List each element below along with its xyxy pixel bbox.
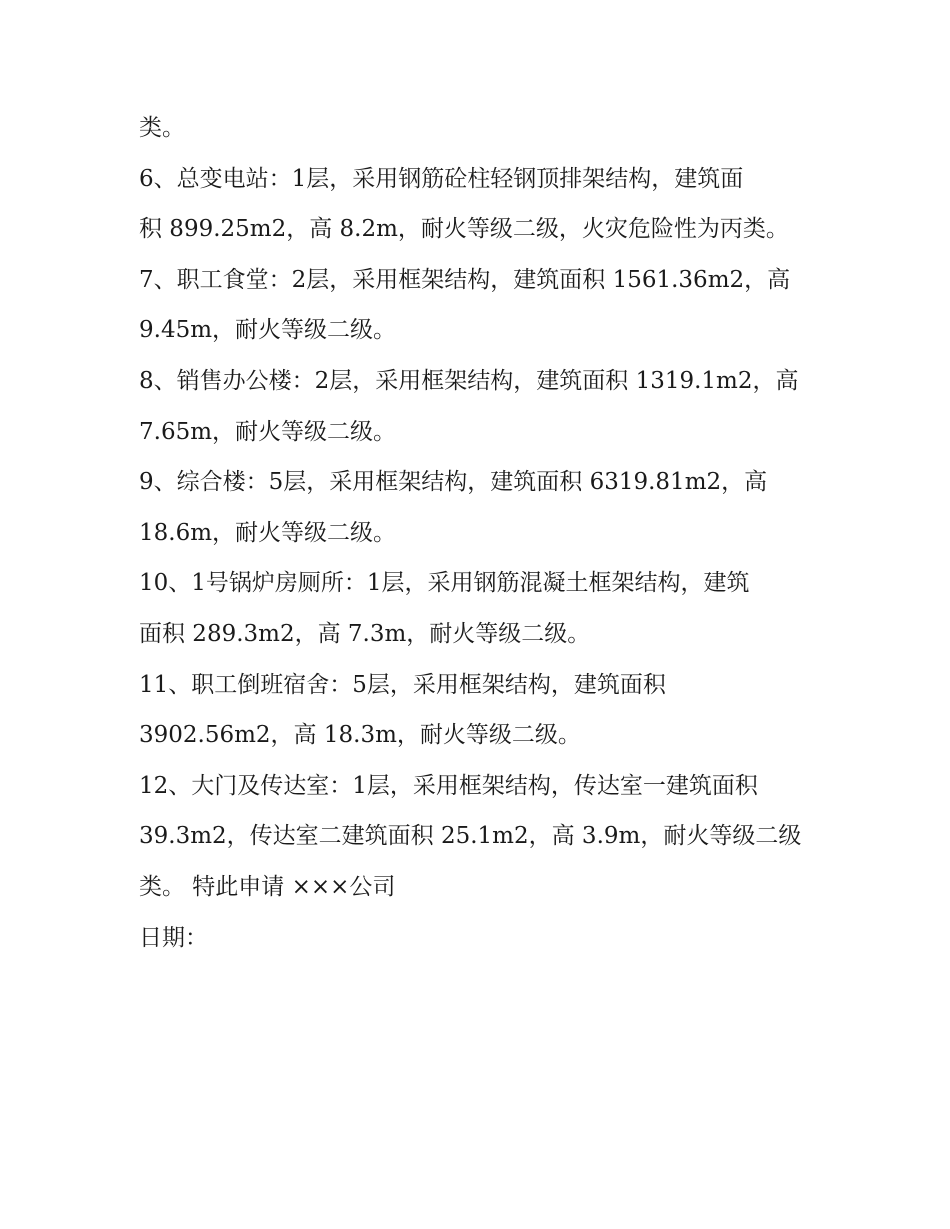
text-line: 3902.56m2，高 18.3m，耐火等级二级。: [139, 722, 581, 749]
text-line: 积 899.25m2，高 8.2m，耐火等级二级，火灾危险性为丙类。: [139, 216, 789, 243]
text-line: 9.45m，耐火等级二级。: [139, 317, 397, 344]
document-body: [139, 103, 819, 963]
text-line: 6、总变电站：1层，采用钢筋砼柱轻钢顶排架结构，建筑面: [139, 165, 744, 192]
text-line: 12、大门及传达室：1层，采用框架结构，传达室一建筑面积: [139, 772, 758, 799]
text-line: 18.6m，耐火等级二级。: [139, 519, 397, 546]
text-line: 39.3m2，传达室二建筑面积 25.1m2，高 3.9m，耐火等级二级: [139, 823, 802, 850]
text-line: 7.65m，耐火等级二级。: [139, 418, 397, 445]
text-line: 8、销售办公楼：2层，采用框架结构，建筑面积 1319.1m2，高: [139, 367, 799, 394]
text-line: 9、综合楼：5层，采用框架结构，建筑面积 6319.81m2，高: [139, 469, 768, 496]
text-line: 10、1号锅炉房厕所：1层，采用钢筋混凝土框架结构，建筑: [139, 570, 750, 597]
text-line: 类。 特此申请 ×××公司: [139, 873, 396, 900]
text-line: 面积 289.3m2，高 7.3m，耐火等级二级。: [139, 620, 591, 647]
text-line: 7、职工食堂：2层，采用框架结构，建筑面积 1561.36m2，高: [139, 266, 791, 293]
text-line: 类。: [139, 115, 185, 141]
text-line: 11、职工倒班宿舍：5层，采用框架结构，建筑面积: [139, 671, 666, 698]
date-label: 日期：: [139, 924, 208, 951]
